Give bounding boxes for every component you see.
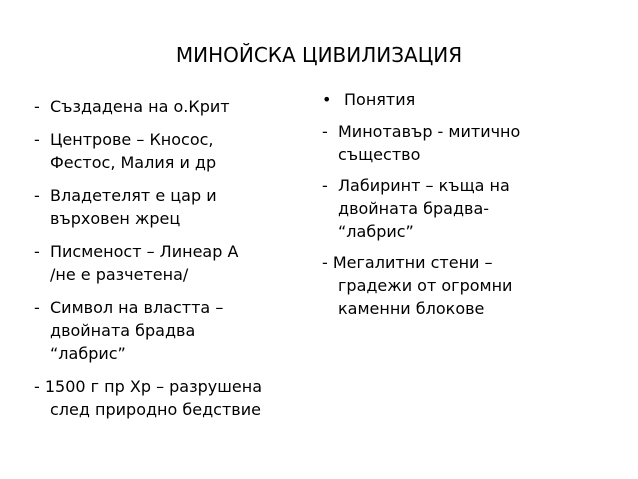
- list-item: [34, 128, 320, 174]
- list-item: [34, 296, 320, 365]
- list-item-text: Символ на властта – двойната брадва “лабрис”: [50, 298, 224, 363]
- list-item-text: Понятия: [344, 90, 416, 109]
- list-item-text: Владетелят е цар и върховен жрец: [50, 186, 217, 228]
- list-item-text: Създадена на о.Крит: [50, 97, 230, 116]
- dash-marker: -: [34, 186, 40, 205]
- list-item: [34, 240, 320, 286]
- right-column: [322, 88, 612, 328]
- list-item-text: - 1500 г пр Хр – разрушена след природно бедствие: [34, 377, 262, 419]
- list-item: [34, 375, 320, 421]
- dash-marker: -: [34, 130, 40, 149]
- left-column: [34, 95, 320, 431]
- dash-marker: -: [34, 298, 40, 317]
- list-item-text: Лабиринт – къща на двойната брадва- “лабрис”: [338, 176, 510, 241]
- list-item-text: Писменост – Линеар А /не е разчетена/: [50, 242, 239, 284]
- list-item: [34, 95, 320, 118]
- list-item-text: Центрове – Кносос, Фестос, Малия и др: [50, 130, 217, 172]
- list-item-text: - Мегалитни стени – градежи от огромни каменни блокове: [322, 253, 513, 318]
- list-item: [322, 251, 612, 320]
- list-item: [34, 184, 320, 230]
- slide-title: МИНОЙСКА ЦИВИЛИЗАЦИЯ: [175, 43, 463, 67]
- list-item-text: Минотавър - митично същество: [338, 122, 521, 164]
- dash-marker: -: [322, 176, 328, 195]
- bullet-icon: •: [322, 90, 332, 109]
- dash-marker: -: [34, 242, 40, 261]
- list-item: [322, 120, 612, 166]
- list-item: [322, 88, 612, 111]
- dash-marker: -: [34, 97, 40, 116]
- dash-marker: -: [322, 122, 328, 141]
- list-item: [322, 174, 612, 243]
